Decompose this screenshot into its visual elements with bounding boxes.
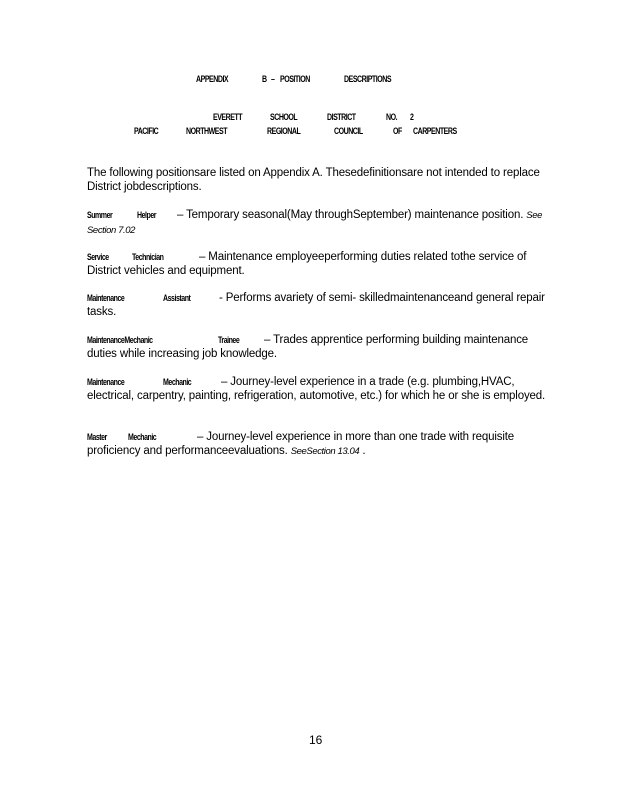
definition-maintenance-mechanic	[87, 375, 557, 403]
definition-mechanic-trainee	[87, 333, 557, 361]
council-word: CARPENTERS	[413, 126, 457, 136]
term-word: Trainee	[218, 335, 240, 345]
term-word: MaintenanceMechanic	[87, 335, 153, 345]
definition-text: – Journey-level experience in a trade (e.g. plumbing,HVAC, electrical, carpentry, painting, refrigeration, automotive, etc.) for which he or she is employed.	[87, 376, 546, 402]
title-word: DESCRIPTIONS	[344, 74, 392, 84]
term-word: Service	[87, 252, 109, 262]
definition-text: – Trades apprentice performing building maintenance duties while increasing job knowledge.	[87, 334, 529, 360]
district-word: EVERETT	[213, 112, 243, 122]
district-word: 2	[410, 112, 414, 122]
definition-summer-helper	[87, 208, 557, 238]
term-word: Master	[87, 432, 107, 442]
council-word: COUNCIL	[334, 126, 363, 136]
definition-master-mechanic	[87, 430, 557, 459]
definition-text: – Temporary seasonal(May throughSeptember) maintenance position.	[177, 209, 524, 221]
district-word: SCHOOL	[270, 112, 298, 122]
reference-period: .	[362, 445, 366, 457]
section-reference: SeeSection 13.04	[290, 446, 360, 457]
term-word: Technician	[132, 252, 164, 262]
title-word: B	[262, 74, 267, 84]
district-word: NO.	[386, 112, 398, 122]
title-word: –	[271, 74, 275, 84]
term-word: Summer	[87, 210, 113, 220]
title-word: APPENDIX	[196, 74, 229, 84]
council-word: OF	[393, 126, 402, 136]
definition-text: - Performs avariety of semi- skilledmaintenanceand general repair tasks.	[87, 292, 545, 318]
council-word: NORTHWEST	[186, 126, 228, 136]
district-line	[0, 112, 618, 124]
term-word: Maintenance	[87, 377, 125, 387]
term-word: Assistant	[163, 293, 191, 303]
definition-text: – Maintenance employeeperforming duties related tothe service of District vehicles and equipment.	[87, 251, 527, 277]
title-word: POSITION	[280, 74, 310, 84]
council-word: REGIONAL	[267, 126, 301, 136]
council-line	[0, 126, 618, 138]
appendix-title	[0, 74, 618, 86]
term-word: Mechanic	[163, 377, 192, 387]
term-word: Maintenance	[87, 293, 125, 303]
intro-paragraph: The following positionsare listed on Appendix A. Thesedefinitionsare not intended to replace District jobdescriptions.	[87, 167, 540, 193]
definition-service-technician	[87, 250, 557, 278]
district-word: DISTRICT	[327, 112, 356, 122]
page-number: 16	[309, 733, 323, 747]
section-reference: See Section 7.02	[87, 210, 543, 236]
definition-maintenance-assistant	[87, 291, 557, 319]
term-word: Mechanic	[128, 432, 157, 442]
term-word: Helper	[137, 210, 157, 220]
definition-text: – Journey-level experience in more than one trade with requisite proficiency and performanceevaluations.	[87, 431, 515, 457]
council-word: PACIFIC	[134, 126, 159, 136]
